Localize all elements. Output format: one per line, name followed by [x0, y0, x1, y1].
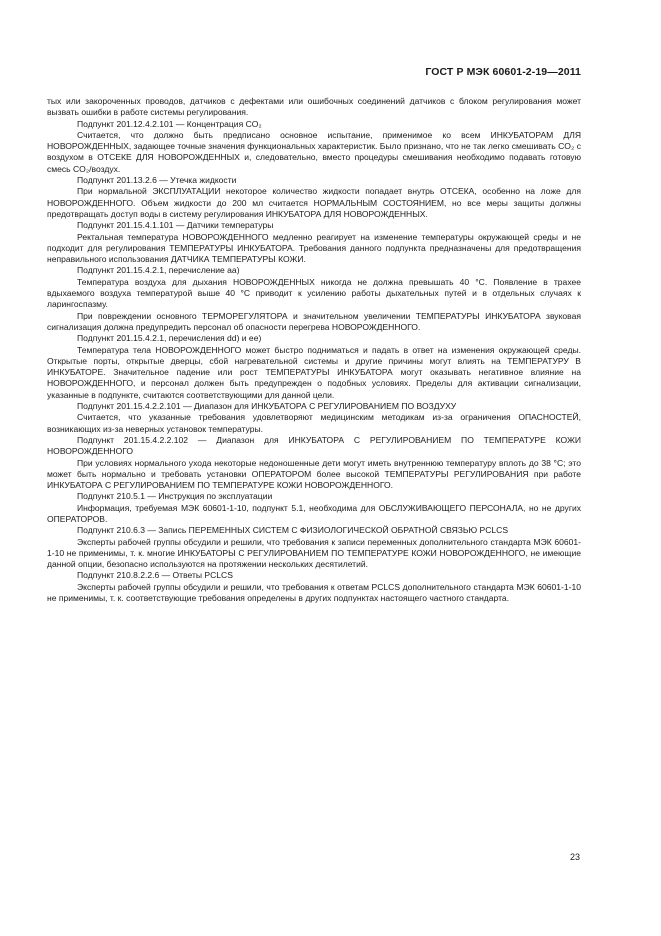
paragraph-body: Ректальная температура НОВОРОЖДЕННОГО медленно реагирует на изменение температуры окружающей среды и не подходит для регулирования ТЕМПЕРАТУРЫ ИНКУБАТОРА. Требования данного подпункта предназначены для предотвращения неправильного использования ДАТЧИКА ТЕМПЕРАТУРЫ КОЖИ.	[47, 231, 581, 265]
subclause-heading: Подпункт 201.15.4.1.101 — Датчики температуры	[77, 220, 274, 231]
paragraph-body: При нормальной ЭКСПЛУАТАЦИИ некоторое количество жидкости попадает внутрь ОТСЕКА, особенно на ложе для НОВОРОЖДЕННОГО. Объем жидкости до 200 мл считается НОРМАЛЬНЫМ СОСТОЯНИЕМ, но все меры защиты должны предотвращать доступ воды в систему регулирования ИНКУБАТОРА ДЛЯ НОВОРОЖДЕННЫХ.	[47, 186, 581, 219]
paragraph-body: Эксперты рабочей группы обсудили и решили, что требования к ответам PCLCS дополнительного стандарта МЭК 60601-1-10 не применимы, т. к. соответствующие требования определены в других подпунктах настоящего частного стандарта.	[47, 581, 581, 604]
paragraph-body: При повреждении основного ТЕРМОРЕГУЛЯТОРА и значительном увеличении ТЕМПЕРАТУРЫ ИНКУБАТОРА звуковая сигнализация должна предупредить персонал об опасности перегрева НОВОРОЖДЕННОГО.	[47, 310, 581, 332]
paragraph-body: При условиях нормального ухода некоторые недоношенные дети могут иметь внутреннюю температуру вплоть до 38 °C; это может быть нормально и требовать установки ОПЕРАТОРОМ более высокой ТЕМПЕРАТУРЫ РЕГУЛИРОВАНИЯ при работе ИНКУБАТОРА С РЕГУЛИРОВАНИЕМ ПО ТЕМПЕРАТУРЕ КОЖИ НОВОРОЖДЕННОГО.	[47, 457, 581, 491]
paragraph-continuation: тых или закороченных проводов, датчиков с дефектами или ошибочных соединений датчиков с блоком регулирования может вызвать ошибки в работе системы регулирования.	[47, 96, 581, 118]
subclause-heading: Подпункт 210.5.1 — Инструкция по эксплуатации	[77, 491, 273, 502]
subclause-heading: Подпункт 210.6.3 — Запись ПЕРЕМЕННЫХ СИСТЕМ С ФИЗИОЛОГИЧЕСКОЙ ОБРАТНОЙ СВЯЗЬЮ PCLCS	[77, 525, 509, 536]
subclause-heading: Подпункт 201.15.4.2.2.101 — Диапазон для ИНКУБАТОРА С РЕГУЛИРОВАНИЕМ ПО ВОЗДУХУ	[77, 401, 457, 412]
paragraph-body: Считается, что должно быть предписано основное испытание, применимое ко всем ИНКУБАТОРАМ ДЛЯ НОВОРОЖДЕННЫХ, задающее точные значения функциональных характеристик. Было признано, что не так легко смешивать CO₂ с воздухом в ОТСЕКЕ ДЛЯ НОВОРОЖДЕННЫХ и, следовательно, вместо процедуры смешивания необходимо подавать готовую смесь CO₂/воздух.	[47, 129, 581, 174]
subclause-heading: Подпункт 201.15.4.2.1, перечисления dd) и ее)	[77, 333, 262, 344]
document-body	[47, 96, 581, 604]
document-header-title: ГОСТ Р МЭК 60601-2-19—2011	[425, 66, 581, 78]
subclause-heading: Подпункт 201.13.2.6 — Утечка жидкости	[77, 175, 237, 186]
paragraph-body: Информация, требуемая МЭК 60601-1-10, подпункт 5.1, необходима для ОБСЛУЖИВАЮЩЕГО ПЕРСОНАЛА, но не других ОПЕРАТОРОВ.	[47, 502, 581, 524]
page-number: 23	[569, 852, 580, 862]
paragraph-body: Температура тела НОВОРОЖДЕННОГО может быстро подниматься и падать в ответ на изменения окружающей среды. Открытые порты, открытые дверцы, сбой нагревательной системы и другие причины могут влиять на ТЕМПЕРАТУРУ В ИНКУБАТОРЕ. Значительное падение или рост ТЕМПЕРАТУРЫ ИНКУБАТОРА могут оказывать негативное влияние на НОВОРОЖДЕННОГО, и персонал должен быть предупрежден о подобных условиях. Пределы для активации сигнализации, указанные в подпункте, считаются соответствующими для данной цели.	[47, 344, 581, 400]
subclause-heading: Подпункт 201.12.4.2.101 — Концентрация CO₂	[77, 118, 262, 129]
paragraph-body: Температура воздуха для дыхания НОВОРОЖДЕННЫХ никогда не должна превышать 40 °C. Появление в трахее вдыхаемого воздуха температурой выше 40 °C приводит к усилению работы дыхательных путей и в отдельных случаях к ларингоспазму.	[47, 276, 581, 310]
paragraph-body: Эксперты рабочей группы обсудили и решили, что требования к записи переменных дополнительного стандарта МЭК 60601-1-10 не применимы, т. к. многие ИНКУБАТОРЫ С РЕГУЛИРОВАНИЕМ ПО ТЕМПЕРАТУРЕ КОЖИ НОВОРОЖДЕННОГО, не имеющие данной опции, безопасно используются на протяжении нескольких десятилетий.	[47, 536, 581, 570]
subclause-heading: Подпункт 201.15.4.2.1, перечисление аа)	[77, 265, 240, 276]
paragraph-body: Считается, что указанные требования удовлетворяют медицинским методикам из-за ограничения ОПАСНОСТЕЙ, возникающих из-за неверных установок температуры.	[47, 412, 581, 434]
subclause-heading: Подпункт 201.15.4.2.2.102 — Диапазон для ИНКУБАТОРА С РЕГУЛИРОВАНИЕМ ПО ТЕМПЕРАТУРЕ КОЖИ НОВОРОЖДЕННОГО	[47, 434, 581, 457]
subclause-heading: Подпункт 210.8.2.2.6 — Ответы PCLCS	[77, 570, 233, 581]
